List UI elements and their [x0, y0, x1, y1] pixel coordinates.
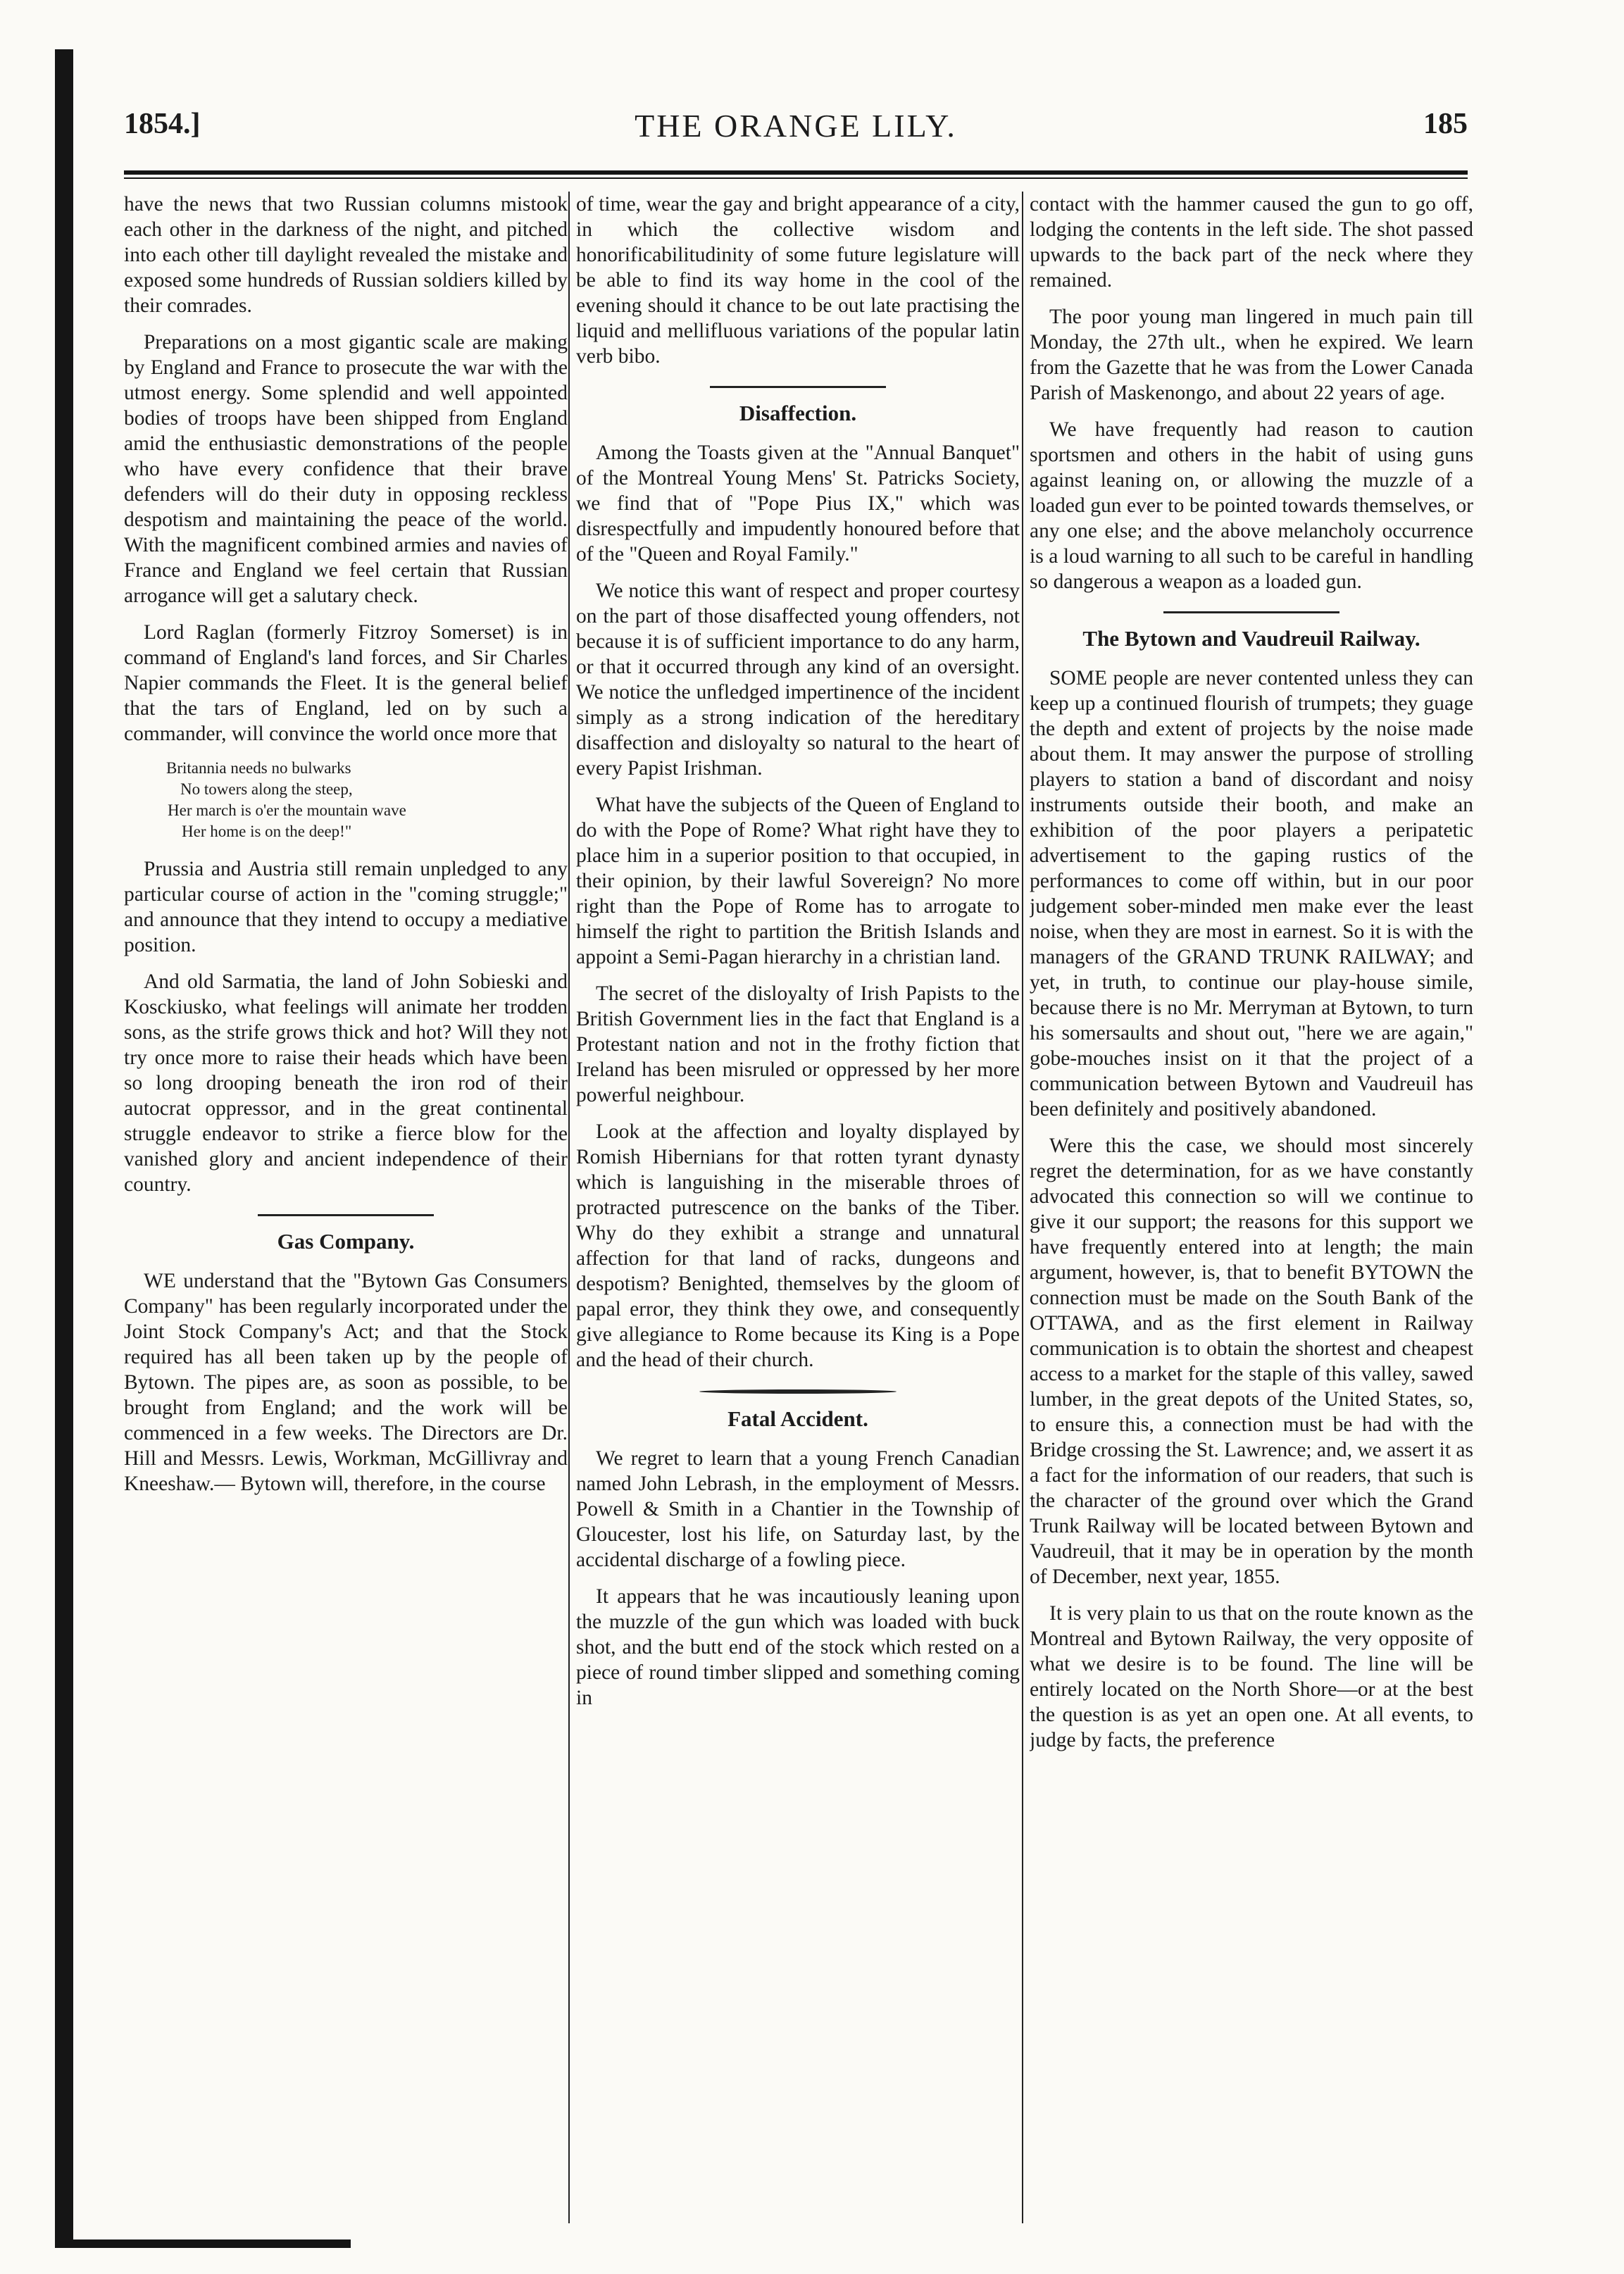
verse-line: Her home is on the deep!"	[182, 823, 352, 840]
article-paragraph: Among the Toasts given at the "Annual Banquet" of the Montreal Young Mens' St. Patricks Society, we find that of "Pope Pius IX," which was disrespectfully and impudently honoured before that of the "Queen and Royal Family."	[576, 442, 1020, 566]
section-ornament	[699, 1389, 897, 1394]
column-divider	[1022, 192, 1023, 2223]
column-2	[576, 192, 1020, 2223]
section-title-railway: The Bytown and Vaudreuil Railway.	[1082, 626, 1420, 651]
article-paragraph: Lord Raglan (formerly Fitzroy Somerset) is in command of England's land forces, and Sir Charles Napier commands the Fleet. It is the general belief that the tars of England, led on by such a commander, will convince the world once more that	[124, 621, 568, 745]
binding-rule	[55, 49, 73, 2247]
article-paragraph: Prussia and Austria still remain unpledged to any particular course of action in the "coming struggle;" and announce that they intend to occupy a mediative position.	[124, 858, 568, 956]
section-divider	[258, 1214, 434, 1216]
section-divider	[710, 386, 886, 388]
section-divider	[1163, 611, 1339, 613]
article-paragraph: Preparations on a most gigantic scale are making by England and France to prosecute the war with the utmost energy. Some splendid and well appointed bodies of troops have been shipped from England amid the enthusiastic demonstrations of the people who have every confidence that their brave defenders will do their duty in opposing reckless despotism and maintaining the peace of the world. With the magnificent combined armies and navies of France and England we feel certain that Russian arrogance will get a salutary check.	[124, 331, 568, 607]
article-paragraph: It is very plain to us that on the route known as the Montreal and Bytown Railway, the very opposite of what we desire is to be found. The line will be entirely located on the North Shore—or at the best the question is as yet an open one. At all events, to judge by facts, the preference	[1030, 1602, 1473, 1751]
column-3	[1030, 192, 1473, 2223]
article-paragraph: The secret of the disloyalty of Irish Papists to the British Government lies in the fact that England is a Protestant nation and not in the frothy fiction that Ireland has been misruled or oppressed by her more powerful neighbour.	[576, 982, 1020, 1106]
issue-year: 1854.]	[124, 108, 201, 140]
verse-quotation	[124, 758, 568, 842]
article-paragraph: Look at the affection and loyalty displayed by Romish Hibernians for that rotten tyrant dynasty which is languishing in the miserable throes of protracted putrescence on the banks of the Tiber. Why do they exhibit a strange and unnatural affection for that land of racks, dungeons and despotism? Benighted, themselves by the gloom of papal error, they think they owe, and consequently give allegiance to Rome because its King is a Pope and the head of their church.	[576, 1120, 1020, 1371]
bottom-corner-rule	[55, 2239, 351, 2248]
section-title-fatal-accident: Fatal Accident.	[727, 1406, 868, 1431]
publication-title: THE ORANGE LILY.	[635, 108, 957, 144]
article-paragraph: SOME people are never contented unless they can keep up a continued flourish of trumpets; they guage the depth and extent of projects by the noise made about them. It may answer the purpose of strolling players to station a band of discordant and noisy instruments outside their booth, and make an exhibition of the poor players a peripatetic advertisement to the gaping rustics of the performances to come off within, but in our poor judgement sober-minded men make ever the least noise, when they are most in earnest. So it is with the managers of the GRAND TRUNK RAILWAY; and yet, in truth, to continue our play-house simile, because there is no Mr. Merryman at Bytown, to turn his somersaults and shout out, "here we are again," gobe-mouches insist on it that the project of a communication between Bytown and Vaudreuil has been definitely and positively abandoned.	[1030, 667, 1473, 1120]
header-double-rule	[124, 170, 1468, 179]
section-title-disaffection: Disaffection.	[739, 401, 857, 425]
article-paragraph: of time, wear the gay and bright appearance of a city, in which the collective wisdom and honorificabilitudinity of some future legislature will be able to find its way home in the cool of the evening should it chance to be out late practising the liquid and mellifluous variations of the popular latin verb bibo.	[576, 193, 1020, 368]
article-paragraph: It appears that he was incautiously leaning upon the muzzle of the gun which was loaded with buck shot, and the butt end of the stock which rested on a piece of round timber slipped and something coming in	[576, 1585, 1020, 1709]
article-paragraph: What have the subjects of the Queen of England to do with the Pope of Rome? What right have they to place him in a superior position to that occupied, in their opinion, by their lawful Sovereign? No more right than the Pope of Rome has to arrogate to himself the right to partition the British Islands and appoint a Semi-Pagan hierarchy in a christian land.	[576, 794, 1020, 968]
running-head	[124, 107, 1468, 156]
article-paragraph: We regret to learn that a young French Canadian named John Lebrash, in the employment of Messrs. Powell & Smith in a Chantier in the Township of Gloucester, lost his life, on Saturday last, by the accidental discharge of a fowling piece.	[576, 1447, 1020, 1571]
article-paragraph: contact with the hammer caused the gun to go off, lodging the contents in the left side. The shot passed upwards to the back part of the neck where they remained.	[1030, 193, 1473, 292]
article-paragraph: Were this the case, we should most sincerely regret the determination, for as we have constantly advocated this connection so will we continue to give it our support; the reasons for this support we have frequently entered into at length; the main argument, however, is, that to benefit BYTOWN the connection must be made on the South Bank of the OTTAWA, and as the first element in Railway communication is to obtain the shortest and cheapest access to a market for the staple of this valley, sawed lumber, in the great depots of the United States, so, to ensure this, a connection must be had with the Bridge crossing the St. Lawrence; and, we assert it as a fact for the information of our readers, that such is the character of the ground over which the Grand Trunk Railway will be located between Bytown and Vaudreuil, that it may be in operation by the month of December, next year, 1855.	[1030, 1135, 1473, 1588]
column-1	[124, 192, 568, 2223]
article-paragraph: We notice this want of respect and proper courtesy on the part of those disaffected young offenders, not because it is of sufficient importance to do any harm, or that it occurred through any kind of an oversight. We notice the unfledged impertinence of the incident simply as a strong indication of the hereditary disaffection and disloyalty so natural to the heart of every Papist Irishman.	[576, 580, 1020, 780]
article-paragraph: We have frequently had reason to caution sportsmen and others in the habit of using guns against leaning on, or allowing the muzzle of a loaded gun ever to be pointed towards themselves, or any one else; and the above melancholy occurrence is a loud warning to all such to be careful in handling so dangerous a weapon as a loaded gun.	[1030, 418, 1473, 593]
page-number: 185	[1423, 108, 1468, 140]
article-paragraph: WE understand that the "Bytown Gas Consumers Company" has been regularly incorporated under the Joint Stock Company's Act; and that the Stock required has all been taken up by the people of Bytown. The pipes are, as soon as possible, to be brought from England; and the work will be commenced in a few weeks. The Directors are Dr. Hill and Messrs. Lewis, Workman, McGillivray and Kneeshaw.— Bytown will, therefore, in the course	[124, 1270, 568, 1495]
verse-line: Britannia needs no bulwarks	[166, 759, 351, 777]
column-divider	[568, 192, 570, 2223]
article-paragraph: have the news that two Russian columns mistook each other in the darkness of the night, and pitched into each other till daylight revealed the mistake and exposed some hundreds of Russian soldiers killed by their comrades.	[124, 193, 568, 317]
article-paragraph: The poor young man lingered in much pain till Monday, the 27th ult., when he expired. We learn from the Gazette that he was from the Lower Canada Parish of Maskenongo, and about 22 years of age.	[1030, 306, 1473, 404]
verse-line: No towers along the steep,	[180, 780, 353, 798]
section-title-gas-company: Gas Company.	[277, 1229, 415, 1254]
verse-line: Her march is o'er the mountain wave	[168, 801, 406, 819]
article-paragraph: And old Sarmatia, the land of John Sobieski and Kosckiusko, what feelings will animate her trodden sons, as the strife grows thick and hot? Will they not try once more to raise their heads which have been so long drooping beneath the iron rod of their autocrat oppressor, and in the great continental struggle endeavor to strike a fierce blow for the vanished glory and ancient independence of their country.	[124, 970, 568, 1196]
